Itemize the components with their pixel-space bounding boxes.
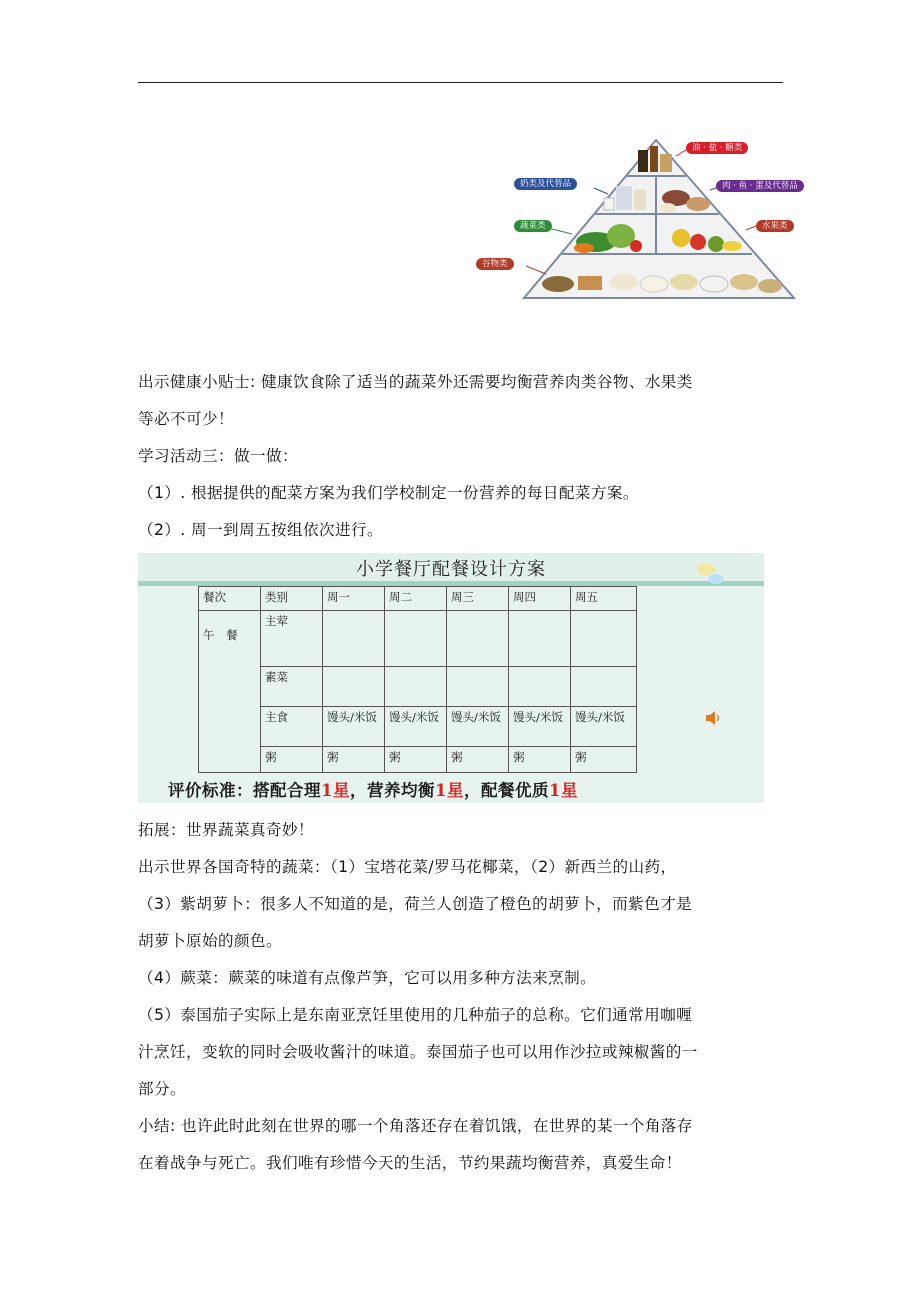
- plan-cell[interactable]: 粥: [447, 747, 509, 773]
- pyramid-label-meat: 肉 · 鱼 · 蛋及代替品: [716, 180, 804, 192]
- plan-cell[interactable]: [571, 611, 637, 667]
- evaluation-prefix: 评价标准：搭配合理: [168, 781, 321, 800]
- extension-line-6: 汁烹饪，变软的同时会吸收酱汁的味道。泰国茄子也可以用作沙拉或辣椒酱的一: [138, 1043, 698, 1061]
- table-row: [199, 707, 637, 747]
- star-rating-2: 1星: [434, 781, 464, 800]
- plan-cell[interactable]: 粥: [385, 747, 447, 773]
- star-rating-1: 1星: [321, 781, 350, 800]
- plan-cell[interactable]: 馒头/米饭: [385, 707, 447, 747]
- star-rating-3: 1星: [548, 781, 578, 800]
- header-cell: 周三: [447, 587, 509, 611]
- pyramid-label-fruit: 水果类: [756, 220, 794, 232]
- plan-cell[interactable]: 粥: [509, 747, 571, 773]
- plan-cell[interactable]: 粥: [571, 747, 637, 773]
- extension-title: 拓展：世界蔬菜真奇妙！: [138, 821, 314, 839]
- evaluation-criteria: [168, 777, 578, 801]
- plan-cell[interactable]: 馒头/米饭: [509, 707, 571, 747]
- pyramid-label-veg: 蔬菜类: [514, 220, 552, 232]
- table-row: [199, 667, 637, 707]
- category-cell: 粥: [261, 747, 323, 773]
- meal-plan-title: 小学餐厅配餐设计方案: [356, 559, 546, 580]
- pyramid-label-oil: 油 · 盐 · 糖类: [686, 142, 748, 154]
- header-cell: 周二: [385, 587, 447, 611]
- plan-cell[interactable]: [385, 611, 447, 667]
- activity-title: 学习活动三：做一做：: [138, 447, 298, 465]
- plan-cell[interactable]: [509, 667, 571, 707]
- evaluation-mid-1: ，营养均衡: [349, 781, 435, 800]
- plan-cell[interactable]: [447, 611, 509, 667]
- summary-line-2: 在着战争与死亡。我们唯有珍惜今天的生活，节约果蔬均衡营养，真爱生命！: [138, 1154, 682, 1172]
- extension-line-7: 部分。: [138, 1080, 186, 1098]
- tip-line-2: 等必不可少！: [138, 410, 234, 428]
- plan-cell[interactable]: 馒头/米饭: [323, 707, 385, 747]
- header-cell: 类别: [261, 587, 323, 611]
- evaluation-mid-2: ，配餐优质: [463, 781, 549, 800]
- speaker-icon[interactable]: [704, 710, 722, 726]
- meal-plan-table: [198, 586, 637, 773]
- pyramid-label-dairy: 奶类及代替品: [514, 178, 577, 190]
- plan-cell[interactable]: [571, 667, 637, 707]
- activity-step-1: （1）. 根据提供的配菜方案为我们学校制定一份营养的每日配菜方案。: [138, 484, 639, 502]
- plan-cell[interactable]: [385, 667, 447, 707]
- category-cell: 主食: [261, 707, 323, 747]
- table-row: [199, 611, 637, 667]
- bubble-decoration-icon: [694, 557, 730, 587]
- header-cell: 周一: [323, 587, 385, 611]
- summary-line-1: 小结: 也许此时此刻在世界的哪一个角落还存在着饥饿，在世界的某一个角落存: [138, 1117, 693, 1135]
- category-cell: 素菜: [261, 667, 323, 707]
- plan-cell[interactable]: 馒头/米饭: [447, 707, 509, 747]
- plan-cell[interactable]: [509, 611, 571, 667]
- extension-line-2: （3）紫胡萝卜：很多人不知道的是，荷兰人创造了橙色的胡萝卜，而紫色才是: [138, 895, 693, 913]
- plan-cell[interactable]: [447, 667, 509, 707]
- table-header-row: [199, 587, 637, 611]
- plan-cell[interactable]: 粥: [323, 747, 385, 773]
- extension-line-5: （5）泰国茄子实际上是东南亚烹饪里使用的几种茄子的总称。它们通常用咖喱: [138, 1006, 693, 1024]
- plan-cell[interactable]: 馒头/米饭: [571, 707, 637, 747]
- extension-line-1: 出示世界各国奇特的蔬菜：（1）宝塔花菜/罗马花椰菜，（2）新西兰的山药，: [138, 858, 677, 876]
- meal-name-cell: 午 餐: [199, 611, 261, 773]
- tip-line-1: 出示健康小贴士: 健康饮食除了适当的蔬菜外还需要均衡营养肉类谷物、水果类: [138, 373, 693, 391]
- extension-line-3: 胡萝卜原始的颜色。: [138, 932, 282, 950]
- header-rule: [138, 82, 783, 83]
- category-cell: 主荤: [261, 611, 323, 667]
- tip-paragraph: [138, 364, 788, 549]
- extension-section: [138, 812, 788, 1182]
- header-cell: 周四: [509, 587, 571, 611]
- activity-step-2: （2）. 周一到周五按组依次进行。: [138, 521, 383, 539]
- table-row: [199, 747, 637, 773]
- header-cell: 餐次: [199, 587, 261, 611]
- meal-plan-slide: [138, 553, 764, 803]
- pyramid-label-grain: 谷物类: [476, 258, 514, 270]
- header-cell: 周五: [571, 587, 637, 611]
- extension-line-4: （4）蕨菜：蕨菜的味道有点像芦笋，它可以用多种方法来烹制。: [138, 969, 597, 987]
- plan-cell[interactable]: [323, 611, 385, 667]
- plan-cell[interactable]: [323, 667, 385, 707]
- food-pyramid-image: [476, 138, 836, 303]
